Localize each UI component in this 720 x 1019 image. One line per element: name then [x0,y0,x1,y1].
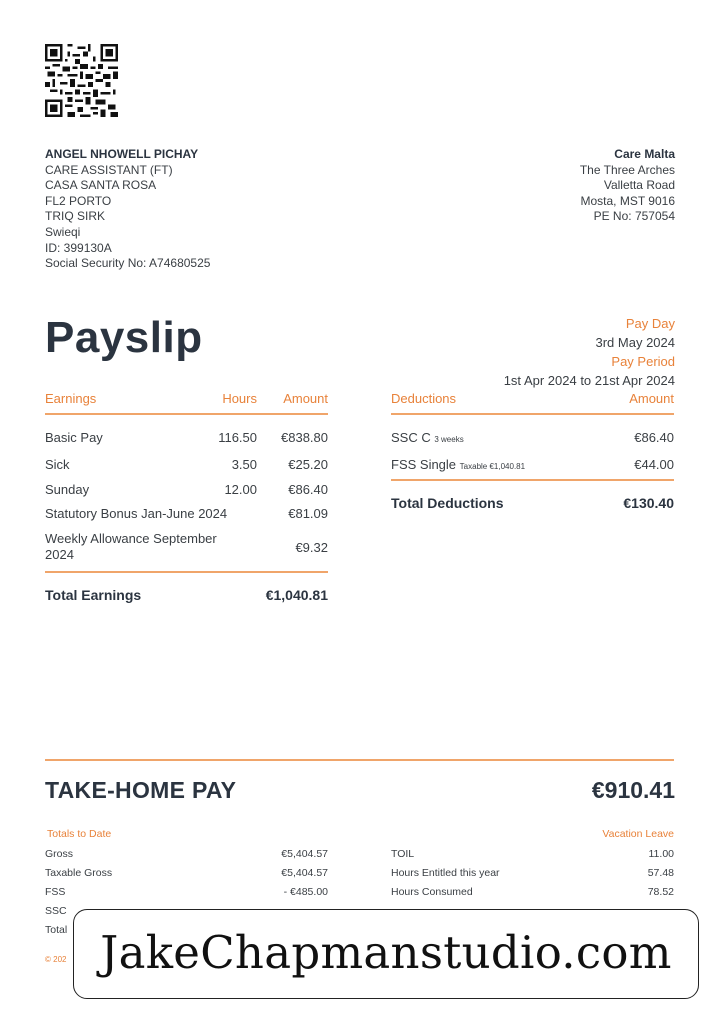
earnings-row-amount: €25.20 [288,457,328,472]
pay-day-label: Pay Day [625,316,675,331]
earnings-header: Earnings [45,391,97,406]
earnings-row-amount: €838.80 [281,430,328,445]
employee-position: CARE ASSISTANT (FT) [45,162,173,177]
deduction-note: 3 weeks [434,435,464,444]
deduction-row-amount: €44.00 [634,457,674,472]
leave-label: TOIL [391,848,415,860]
earnings-row-hours: 116.50 [218,430,257,445]
ytd-label: Total [45,924,68,936]
earnings-row-label: Sunday [45,482,90,497]
deduction-row-label [391,430,464,445]
pay-day-value: 3rd May 2024 [595,335,675,350]
earnings-row-amount: €86.40 [288,482,328,497]
leave-label: Hours Consumed [391,886,473,898]
employee-locality: Swieqi [45,224,81,239]
page-title: Payslip [45,313,203,362]
earnings-row-label: Statutory Bonus Jan-June 2024 [45,506,228,521]
ytd-label: FSS [45,886,66,898]
deduction-label: SSC C [391,430,431,445]
deductions-amount-header: Amount [629,391,674,406]
pay-period-label: Pay Period [611,354,675,369]
ytd-label: Taxable Gross [45,867,113,879]
leave-value: 11.00 [648,848,674,860]
employee-social-security: Social Security No: A74680525 [45,256,211,271]
leave-label: Hours Entitled this year [391,867,500,879]
earnings-row-hours: 3.50 [231,457,257,472]
earnings-header-divider [45,413,328,415]
earnings-amount-header: Amount [283,391,328,406]
pay-info [504,314,675,390]
footer-copyright: © 202 [45,955,67,964]
ytd-value: €5,404.57 [281,848,328,860]
totals-to-date-header: Totals to Date [47,828,112,840]
employee-address-line: FL2 PORTO [45,193,112,208]
employee-address-line: CASA SANTA ROSA [45,178,157,193]
total-deductions-label: Total Deductions [391,495,504,511]
take-home-label: TAKE-HOME PAY [45,777,237,803]
qr-code [45,44,118,117]
take-home-amount: €910.41 [591,777,675,803]
company-name: Care Malta [614,147,675,161]
ytd-value: €5,404.57 [281,867,328,879]
employee-id: ID: 399130A [45,240,112,255]
pay-period-value: 1st Apr 2024 to 21st Apr 2024 [503,373,675,388]
deduction-row-label [391,457,525,472]
total-earnings-label: Total Earnings [45,587,142,603]
deduction-label: FSS Single [391,457,457,472]
total-deductions-amount: €130.40 [623,495,674,511]
deductions-header-divider [391,413,674,415]
company-address-line: The Three Arches [579,162,675,177]
ytd-label: SSC [45,905,67,917]
company-details [580,147,675,225]
employee-details [45,147,210,272]
earnings-row-amount: €81.09 [288,506,328,521]
earnings-row-amount: €9.32 [295,540,328,555]
deduction-row-amount: €86.40 [634,430,674,445]
earnings-row-label: Basic Pay [45,430,103,445]
ytd-label: Gross [45,848,74,860]
deduction-note: Taxable €1,040.81 [459,462,526,471]
earnings-row-hours: 12.00 [224,482,257,497]
earnings-row-label: Sick [45,457,70,472]
earnings-total-divider [45,571,328,573]
company-address-line: Valletta Road [603,178,675,193]
leave-value: 78.52 [647,886,674,898]
deductions-header: Deductions [391,391,457,406]
deductions-total-divider [391,479,674,481]
employee-address-line: TRIQ SIRK [45,209,106,224]
leave-value: 57.48 [647,867,674,879]
company-pe-number: PE No: 757054 [593,209,675,224]
employee-name: ANGEL NHOWELL PICHAY [45,147,199,161]
earnings-row-label: Weekly Allowance September 2024 [45,531,217,562]
watermark: JakeChapmanstudio.com [73,909,699,999]
earnings-hours-header: Hours [222,391,257,406]
total-earnings-amount: €1,040.81 [265,587,328,603]
ytd-value: - €485.00 [283,886,328,898]
vacation-leave-header: Vacation Leave [602,828,674,840]
company-address-line: Mosta, MST 9016 [580,193,675,208]
take-home-divider [45,759,674,761]
